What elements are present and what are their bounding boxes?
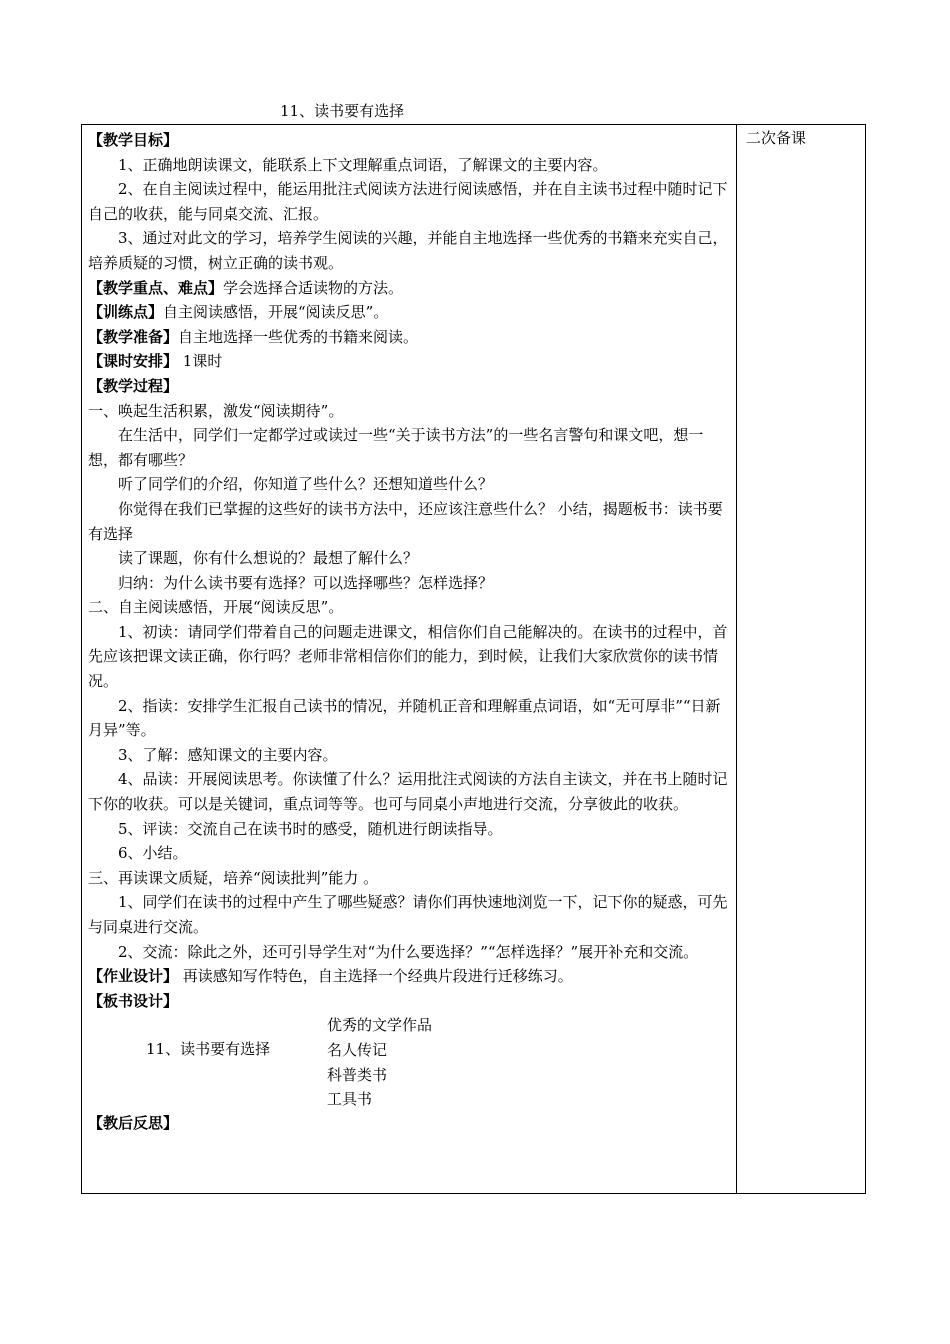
homework-text: 再读感知写作特色，自主选择一个经典片段进行迁移练习。 [178, 967, 573, 986]
column-divider [736, 125, 737, 1193]
step-2-para-2: 2、指读：安排学生汇报自己读书的情况，并随机正音和理解重点词语，如“无可厚非”“日新月异”等。 [88, 696, 721, 740]
step-2-para-3: 3、了解：感知课文的主要内容。 [118, 745, 338, 764]
step-2-para-1: 1、初读：请同学们带着自己的问题走进课文，相信你们自己能解决的。在读书的过程中，首先应该把课文读正确，你行吗？老师非常相信你们的能力，到时候，让我们大家欣赏你的读书情况。 [88, 622, 728, 691]
lesson-content [88, 128, 730, 1136]
step-1-para-3: 你觉得在我们已掌握的这些好的读书方法中，还应该注意些什么？ 小结，揭题板书：读书要有选择 [88, 499, 723, 543]
board-item: 科普类书 [327, 1065, 388, 1084]
step-1-para-4: 读了课题，你有什么想说的？最想了解什么？ [118, 549, 419, 568]
page-title: 11、读书要有选择 [280, 102, 405, 120]
step-1-para-5: 归纳：为什么读书要有选择？可以选择哪些？怎样选择？ [118, 573, 494, 592]
side-note: 二次备课 [746, 129, 807, 147]
goal-1: 1、正确地朗读课文，能联系上下文理解重点词语，了解课文的主要内容。 [118, 155, 608, 174]
process-heading: 【教学过程】 [88, 376, 179, 395]
training-heading: 【训练点】 [88, 303, 164, 322]
preparation-line [88, 325, 730, 350]
step-3-para-1: 1、同学们在读书的过程中产生了哪些疑惑？请你们再快速地浏览一下，记下你的疑惑，可先与同桌进行交流。 [88, 893, 728, 936]
training-line [88, 300, 730, 325]
key-points-text: 学会选择合适读物的方法。 [223, 278, 404, 297]
preparation-text: 自主地选择一些优秀的书籍来阅读。 [178, 327, 419, 346]
board-item: 优秀的文学作品 [327, 1016, 433, 1035]
homework-line [88, 964, 730, 989]
key-points-heading: 【教学重点、难点】 [88, 278, 224, 297]
step-3-title: 三、再读课文质疑，培养“阅读批判”能力 。 [88, 868, 379, 887]
homework-heading: 【作业设计】 [88, 967, 179, 986]
step-1-para-1: 在生活中，同学们一定都学过或读过一些“关于读书方法”的一些名言警句和课文吧，想一想，都有哪些？ [88, 426, 704, 469]
board-item: 名人传记 [327, 1040, 388, 1059]
step-2-title: 二、自主阅读感悟，开展“阅读反思”。 [88, 598, 344, 617]
step-2-para-6: 6、小结。 [118, 844, 188, 863]
board-design [88, 1013, 730, 1111]
step-2-para-5: 5、评读：交流自己在读书时的感受，随机进行朗读指导。 [118, 819, 503, 838]
step-3-para-2: 2、交流：除此之外，还可引导学生对“为什么要选择？”“怎样选择？”展开补充和交流。 [118, 942, 699, 961]
step-1-para-2: 听了同学们的介绍，你知道了些什么？还想知道些什么？ [118, 475, 494, 494]
schedule-heading: 【课时安排】 [88, 352, 179, 371]
board-item: 工具书 [327, 1090, 373, 1109]
schedule-line [88, 349, 730, 374]
training-text: 自主阅读感悟，开展“阅读反思”。 [163, 303, 389, 322]
board-list [327, 1013, 432, 1111]
preparation-heading: 【教学准备】 [88, 327, 179, 346]
board-design-heading: 【板书设计】 [88, 991, 179, 1010]
key-points-line [88, 276, 730, 301]
goal-2: 2、在自主阅读过程中，能运用批注式阅读方法进行阅读感悟，并在自主读书过程中随时记下自己的收获，能与同桌交流、汇报。 [88, 180, 728, 223]
board-title: 11、读书要有选择 [146, 1040, 271, 1059]
step-2-para-4: 4、品读：开展阅读思考。你读懂了什么？运用批注式阅读的方法自主读文，并在书上随时记下你的收获。可以是关键词，重点词等等。也可与同桌小声地进行交流，分享彼此的收获。 [88, 770, 728, 814]
goals-heading: 【教学目标】 [88, 131, 179, 149]
schedule-text: 1课时 [178, 352, 223, 371]
step-1-title: 一、唤起生活积累，激发“阅读期待”。 [88, 401, 344, 420]
reflection-heading: 【教后反思】 [88, 1114, 179, 1133]
goal-3: 3、通过对此文的学习，培养学生阅读的兴趣，并能自主地选择一些优秀的书籍来充实自己，培养质疑的习惯，树立正确的读书观。 [88, 229, 728, 272]
lesson-plan-table [81, 124, 866, 1194]
